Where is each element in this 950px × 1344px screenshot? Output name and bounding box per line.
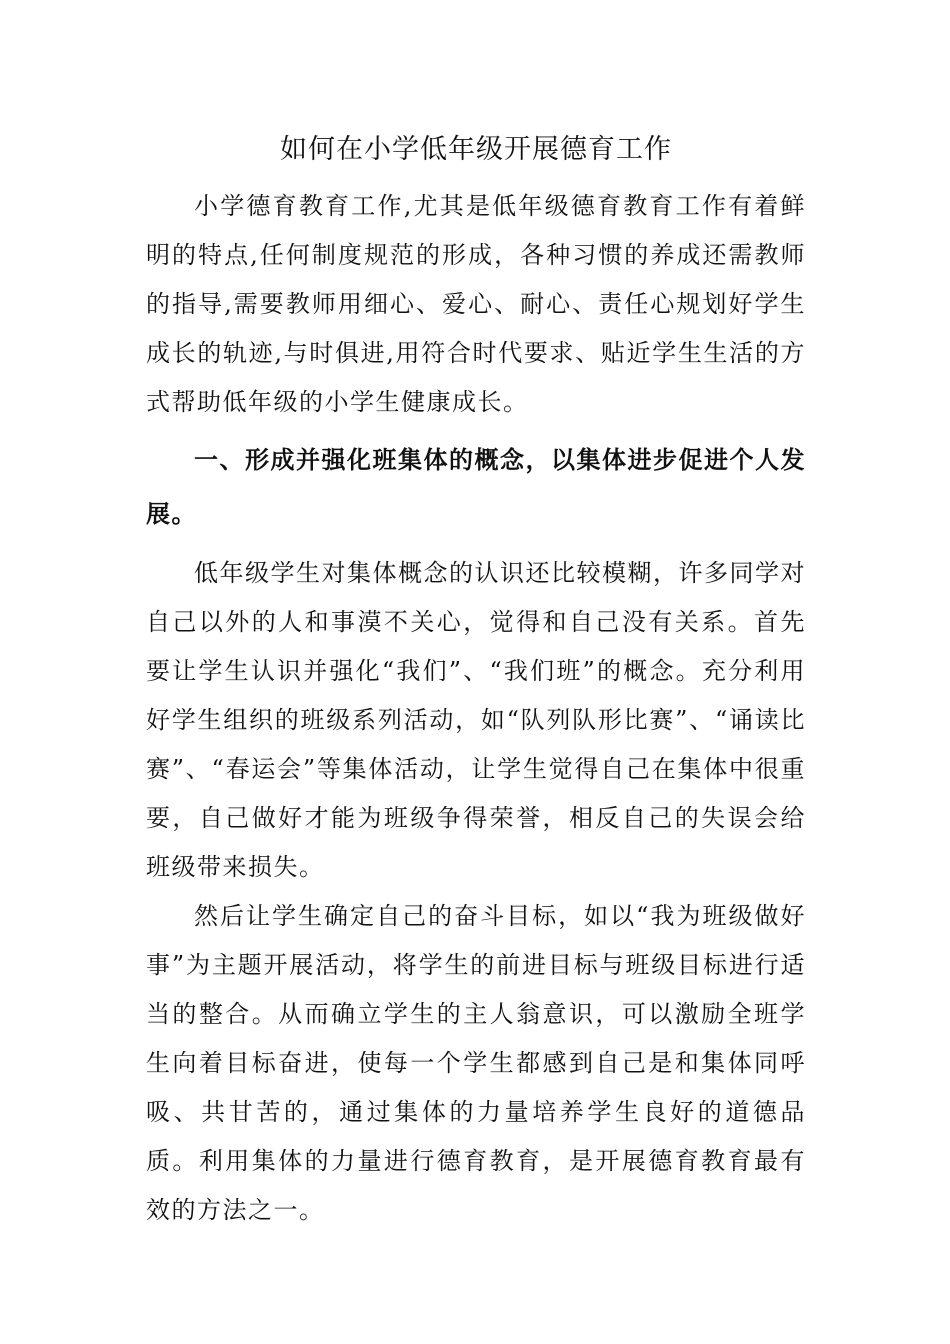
section-heading: 一、形成并强化班集体的概念，以集体进步促进个人发展。 [146, 446, 806, 528]
document-title: 如何在小学低年级开展德育工作 [280, 134, 672, 165]
intro-paragraph: 小学德育教育工作,尤其是低年级德育教育工作有着鲜明的特点,任何制度规范的形成，各种习惯的养成还需教师的指导,需要教师用细心、爱心、耐心、责任心规划好学生成长的轨迹,与时俱进,用符合时代要求、贴近学生生活的方式帮助低年级的小学生健康成长。 [146, 192, 806, 416]
body-paragraph: 然后让学生确定自己的奋斗目标，如以“我为班级做好事”为主题开展活动，将学生的前进目标与班级目标进行适当的整合。从而确立学生的主人翁意识，可以激励全班学生向着目标奋进，使每一个学生都感到自己是和集体同呼吸、共甘苦的，通过集体的力量培养学生良好的道德品质。利用集体的力量进行德育教育，是开展德育教育最有效的方法之一。 [146, 902, 806, 1224]
document-page [146, 124, 806, 1235]
body-paragraph: 低年级学生对集体概念的认识还比较模糊，许多同学对自己以外的人和事漠不关心，觉得和自己没有关系。首先要让学生认识并强化“我们”、“我们班”的概念。充分利用好学生组织的班级系列活动，如“队列队形比赛”、“诵读比赛”、“春运会”等集体活动，让学生觉得自己在集体中很重要，自己做好才能为班级争得荣誉，相反自己的失误会给班级带来损失。 [146, 559, 806, 881]
